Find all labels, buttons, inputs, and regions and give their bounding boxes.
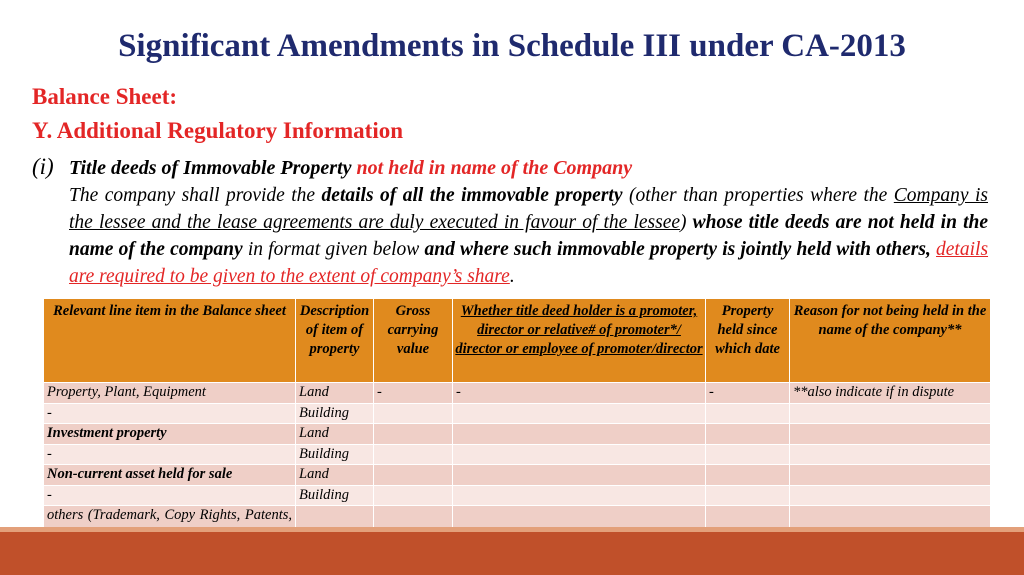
table-row: [44, 444, 991, 465]
para-red-underlined: details are required to be given to the extent of company’s share: [69, 239, 989, 287]
cell: -: [44, 444, 296, 465]
header-title-holder-text: Whether title deed holder is a promoter, director or relative# of promoter*/ director or employee of promoter/director: [455, 303, 703, 357]
cell: [453, 403, 706, 424]
item-number: (i): [32, 154, 54, 179]
para-part: ): [680, 212, 693, 233]
cell: [706, 424, 790, 445]
header-gross-value: Gross carrying value: [374, 299, 453, 383]
para-part: (other than properties where the: [622, 185, 894, 206]
cell: [453, 444, 706, 465]
para-underlined: Company is the lessee and the lease agreements are duly executed in favour of the lessee: [69, 185, 989, 233]
cell: [706, 444, 790, 465]
cell: [790, 424, 991, 445]
para-part: details of all the immovable property: [321, 185, 623, 206]
table-row: [44, 424, 991, 445]
cell: [374, 485, 453, 506]
cell: -: [374, 383, 453, 404]
cell: -: [44, 485, 296, 506]
table-row: [44, 465, 991, 486]
cell: [790, 465, 991, 486]
header-title-holder: [453, 299, 706, 383]
cell: others (Trademark, Copy Rights, Patents,: [44, 506, 296, 547]
cell: -: [44, 403, 296, 424]
item-red-text: not held in name of the Company: [356, 157, 633, 179]
cell: Land: [296, 424, 374, 445]
table-row: [44, 383, 991, 404]
cell: [790, 444, 991, 465]
cell: Non-current asset held for sale: [44, 465, 296, 486]
item-line: [32, 154, 632, 180]
cell: Building: [296, 444, 374, 465]
heading-additional-info: Y. Additional Regulatory Information: [32, 118, 404, 143]
para-part: whose title deeds are not held in the name of the company: [69, 212, 988, 260]
table-header-row: [44, 299, 991, 383]
cell: Building: [296, 403, 374, 424]
cell: Investment property: [44, 424, 296, 445]
cell: [706, 485, 790, 506]
cell: Land: [296, 465, 374, 486]
cell: **also indicate if in dispute: [790, 383, 991, 404]
para-part: in format given below: [242, 239, 425, 260]
heading-balance-sheet: Balance Sheet:: [32, 84, 178, 109]
cell: [790, 485, 991, 506]
cell: [453, 485, 706, 506]
header-description: Description of item of property: [296, 299, 374, 383]
cell: [453, 424, 706, 445]
table-row: [44, 485, 991, 506]
cell: Property, Plant, Equipment: [44, 383, 296, 404]
cell: -: [706, 383, 790, 404]
property-table: [43, 298, 991, 547]
cell: [453, 465, 706, 486]
cell: -: [453, 383, 706, 404]
cell: [374, 424, 453, 445]
cell: Land: [296, 383, 374, 404]
para-part: .: [509, 266, 515, 287]
description-paragraph: [69, 182, 988, 290]
cell: [374, 465, 453, 486]
cell: [790, 403, 991, 424]
cell: Building: [296, 485, 374, 506]
header-reason: Reason for not being held in the name of the company**: [790, 299, 991, 383]
cell: [374, 403, 453, 424]
footer-bar: [0, 532, 1024, 575]
table-row: [44, 403, 991, 424]
item-text: Title deeds of Immovable Property: [69, 157, 352, 179]
para-part: and where such immovable property is jointly held with others,: [424, 239, 931, 260]
para-part: The company shall provide the: [69, 185, 322, 206]
header-held-since: Property held since which date: [706, 299, 790, 383]
cell: [706, 465, 790, 486]
cell: [706, 403, 790, 424]
slide-title: Significant Amendments in Schedule III under CA-2013: [118, 28, 906, 64]
cell: [374, 444, 453, 465]
header-line-item: Relevant line item in the Balance sheet: [44, 299, 296, 383]
